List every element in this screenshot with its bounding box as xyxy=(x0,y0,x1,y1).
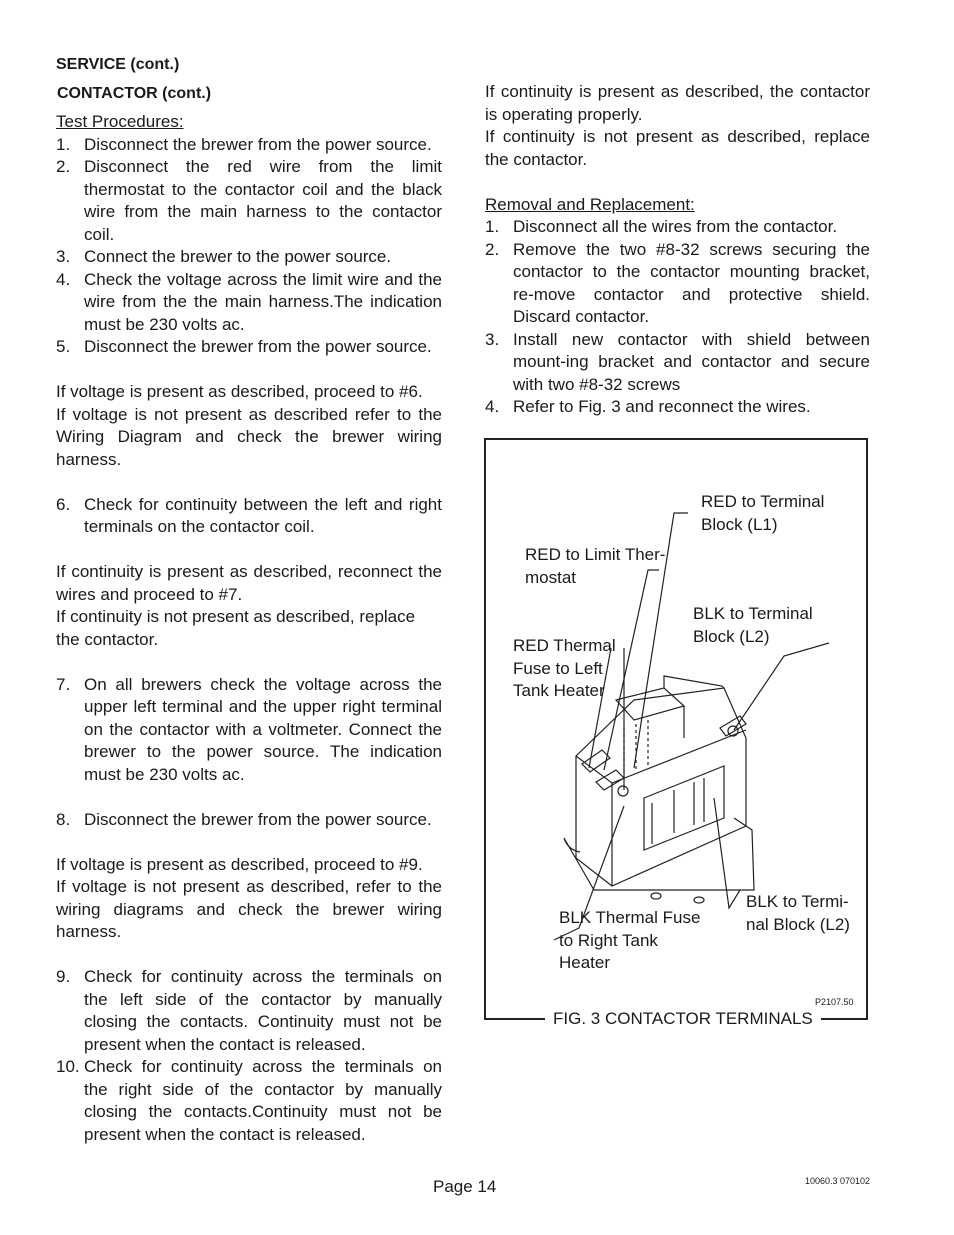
test-steps-list xyxy=(56,134,442,359)
list-item: 9. Check for continuity across the terminals on the left side of the contactor by manually closing the contacts. Continuity must not be present when the contact is released. xyxy=(56,967,442,1054)
test-procedures-heading: Test Procedures: xyxy=(56,112,184,131)
removal-heading: Removal and Replacement: xyxy=(485,194,695,214)
list-item: 7. On all brewers check the voltage across the upper left terminal and the upper right terminal on the contactor with a voltmeter. Connect the brewer to the power source. The indication must be 230 volts ac. xyxy=(56,674,442,784)
paragraph: If voltage is present as described, proceed to #6. xyxy=(56,382,423,401)
figure-label: RED Thermal Fuse to Left Tank Heater xyxy=(513,636,616,700)
figure-label: RED to Terminal Block (L1) xyxy=(701,492,825,534)
test-steps-list xyxy=(56,809,442,832)
paragraph: If voltage is not present as described refer to the Wiring Diagram and check the brewer wiring harness. xyxy=(56,404,442,469)
right-column xyxy=(485,81,870,419)
paragraph: If voltage is present as described, proceed to #9. xyxy=(56,854,423,874)
list-item: 6. Check for continuity between the left and right terminals on the contactor coil. xyxy=(56,494,442,536)
test-steps-list xyxy=(56,966,442,1146)
paragraph: If continuity is present as described, reconnect the wires and proceed to #7. xyxy=(56,562,442,604)
document-number: 10060.3 070102 xyxy=(805,1176,871,1186)
figure-caption: FIG. 3 CONTACTOR TERMINALS xyxy=(545,1008,821,1030)
figure-label: BLK to Terminal Block (L2) xyxy=(693,604,813,646)
test-steps-list xyxy=(56,674,442,787)
list-item: 2. Disconnect the red wire from the limit thermostat to the contactor coil and the black wire from the main harness to the contactor coil. xyxy=(56,157,442,244)
figure-label: BLK to Termi- nal Block (L2) xyxy=(746,892,850,934)
list-item: 8. Disconnect the brewer from the power source. xyxy=(56,809,432,829)
section-heading: SERVICE (cont.) xyxy=(56,56,180,73)
page-number: Page 14 xyxy=(433,1177,497,1196)
list-item: 1. Disconnect all the wires from the contactor. xyxy=(485,217,838,236)
subsection-heading: CONTACTOR (cont.) xyxy=(57,84,212,102)
figure-label: RED to Limit Ther- mostat xyxy=(525,545,666,587)
paragraph: If continuity is not present as described, replace the contactor. xyxy=(485,127,870,169)
figure-label: BLK Thermal Fuse to Right Tank Heater xyxy=(559,908,701,972)
paragraph: If continuity is not present as described, replace the contactor. xyxy=(56,607,416,649)
figure-part-id: P2107.50 xyxy=(815,997,854,1007)
list-item: 1. Disconnect the brewer from the power source. xyxy=(56,134,432,154)
list-item: 2. Remove the two #8-32 screws securing the contactor to the contactor mounting bracket, re-move contactor and protective shield. Discard contactor. xyxy=(485,239,870,326)
list-item: 4. Refer to Fig. 3 and reconnect the wires. xyxy=(485,397,811,416)
list-item: 10. Check for continuity across the terminals on the right side of the contactor by manually closing the contacts.Continuity must not be present when the contact is released. xyxy=(56,1057,442,1144)
paragraph: If voltage is not present as described, refer to the wiring diagrams and check the brewer wiring harness. xyxy=(56,877,442,941)
removal-steps-list xyxy=(485,216,870,419)
paragraph: If continuity is present as described, the contactor is operating properly. xyxy=(485,82,870,124)
left-column xyxy=(56,54,442,1146)
list-item: 4. Check the voltage across the limit wire and the wire from the the main harness.The indication must be 230 volts ac. xyxy=(56,269,442,334)
list-item: 3. Install new contactor with shield between mount-ing bracket and contactor and secure with two #8-32 screws xyxy=(485,329,870,394)
list-item: 3. Connect the brewer to the power source. xyxy=(56,247,392,266)
list-item: 5. Disconnect the brewer from the power source. xyxy=(56,337,432,356)
test-steps-list xyxy=(56,494,442,539)
